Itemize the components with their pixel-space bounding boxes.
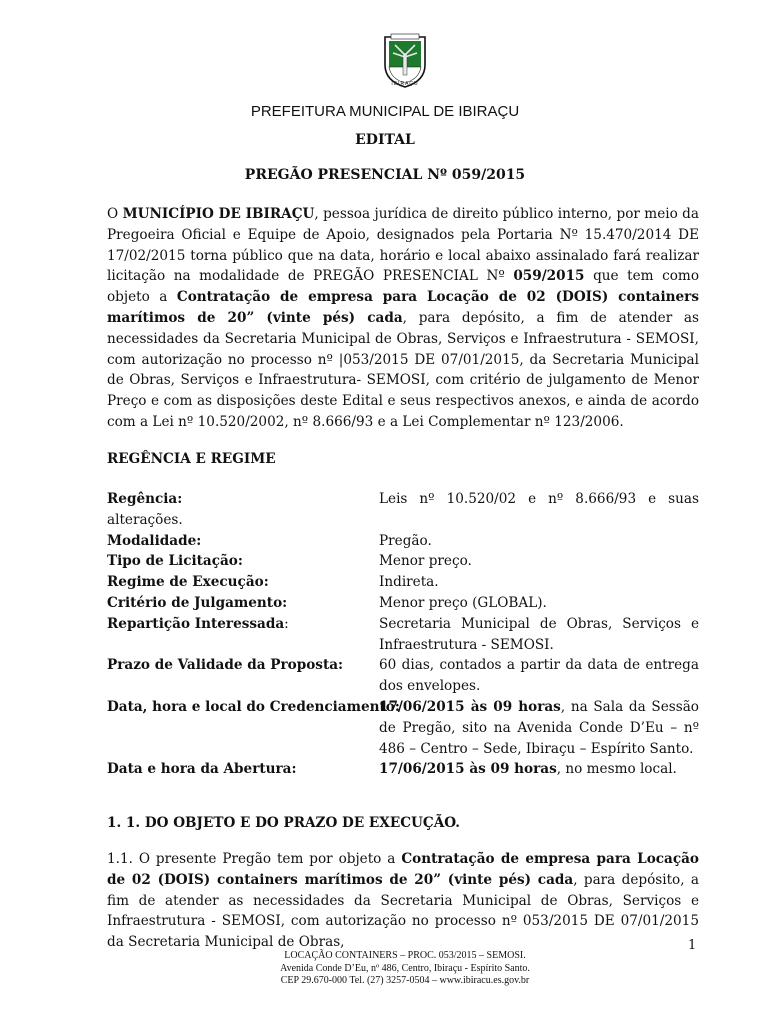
regencia-heading: REGÊNCIA E REGIME — [107, 451, 276, 467]
document-page: IBIRAÇU PREFEITURA MUNICIPAL DE IBIRAÇU EDITAL PREGÃO PRESENCIAL Nº 059/2015 O MUNICÍPIO DE IBIRAÇU, pessoa jurídica de direito público interno, por meio da Pregoeira Oficial e Equipe de Apoio, designados pela Portaria Nº 15.470/2014 DE 17/02/2015 torna público que na data, horário e local abaixo assinalado fará realizar licitação na modalidade de PREGÃO PRESENCIAL Nº 059/2015 que tem como objeto a Contratação de empresa para Locação de 02 (DOIS) containers marítimos de 20” (vinte pés) cada, para depósito, a fim de atender as necessidades da Secretaria Municipal de Obras, Serviços e Infraestrutura - SEMOSI, com autorização no processo nº |053/2015 DE 07/01/2015, da Secretaria Municipal de Obras, Serviços e Infraestrutura- SEMOSI, com critério de julgamento de Menor Preço e com as disposições deste Edital e seus respectivos anexos, e ainda de acordo com a Lei nº 10.520/2002, nº 8.666/93 e a Lei Complementar nº 123/2006. REGÊNCIA E REGIME Regência: Leis nº 10.520/02 e nº 8.666/93 e suas alterações. Modalidade: Pregão. Tipo de Licitação: Menor preço. Regime de Execução: Indireta. Critério de Julgamento: Menor preço (GLOBAL). Repartição Interessada: Secretaria Municipal de Obras, Serviços e Infraestrutura - SEMOSI. Prazo de Validade da Proposta: 60 dias, contados a partir da data de entrega dos envelopes. Data, hora e local do Credenciamento: 17/06/2015 às 09 horas, na Sala da Sessão de Pregão, sito na Avenida Conde D’Eu – nº 486 – Centro – Sede, Ibiraçu – Espírito Santo. Data e hora da Abertura: 17/06/2015 às 09 horas, no mesmo local. 1. 1. DO OBJETO E DO PRAZO DE EXECUÇÃO. 1.1. O presente Pregão tem por objeto a Contratação de empresa para Locação de 02 (DOIS) containers marítimos de 20” (vinte pés) cada, para depósito, a fim de atender as necessidades da Secretaria Municipal de Obras, Serviços e Infraestrutura - SEMOSI, com autorização no processo nº 053/2015 DE 07/01/2015 da Secretaria Municipal de Obras, 1 LOCAÇÃO CONTAINERS – PROC. 053/2015 – SEMOSI. Avenida Conde D’Eu, nº 486, Centro, Ibiraçu - Espírito Santo. CEP 29.670-000 Tel. (27) 3257-0504 – www.ibiracu.es.gov.br — [0, 0, 770, 1024]
footer-line: CEP 29.670-000 Tel. (27) 3257-0504 – www.ibiracu.es.gov.br — [280, 975, 530, 986]
document-title: PREGÃO PRESENCIAL Nº 059/2015 — [244, 167, 526, 183]
page-footer — [0, 950, 770, 988]
footer-line: LOCAÇÃO CONTAINERS – PROC. 053/2015 – SEMOSI. — [284, 950, 526, 961]
crest-caption: IBIRAÇU — [391, 81, 419, 87]
page-number: 1 — [688, 938, 697, 953]
footer-line: Avenida Conde D’Eu, nº 486, Centro, Ibiraçu - Espírito Santo. — [280, 962, 530, 974]
regencia-value: Leis nº 10.520/02 e nº 8.666/93 e suas — [379, 491, 699, 507]
objeto-paragraph: 1.1. O presente Pregão tem por objeto a Contratação de empresa para Locação de 02 (DOIS) containers marítimos de 20” (vinte pés) cada, para depósito, a fim de atender as necessidades da Secretaria Municipal de Obras, Serviços e Infraestrutura - SEMOSI, com autorização no processo nº 053/2015 DE 07/01/2015 da Secretaria Municipal de Obras, — [107, 851, 699, 951]
regencia-continuation: alterações. — [107, 511, 183, 528]
intro-paragraph: O MUNICÍPIO DE IBIRAÇU, pessoa jurídica de direito público interno, por meio da Pregoeira Oficial e Equipe de Apoio, designados pela Portaria Nº 15.470/2014 DE 17/02/2015 torna público que na data, horário e local abaixo assinalado fará realizar licitação na modalidade de PREGÃO PRESENCIAL Nº 059/2015 que tem como objeto a Contratação de empresa para Locação de 02 (DOIS) containers marítimos de 20” (vinte pés) cada, para depósito, a fim de atender as necessidades da Secretaria Municipal de Obras, Serviços e Infraestrutura - SEMOSI, com autorização no processo nº |053/2015 DE 07/01/2015, da Secretaria Municipal de Obras, Serviços e Infraestrutura- SEMOSI, com critério de julgamento de Menor Preço e com as disposições deste Edital e seus respectivos anexos, e ainda de acordo com a Lei nº 10.520/2002, nº 8.666/93 e a Lei Complementar nº 123/2006. — [107, 206, 700, 430]
regencia-label: Regência: — [107, 491, 183, 507]
document-type: EDITAL — [355, 132, 415, 148]
objeto-heading: 1. 1. DO OBJETO E DO PRAZO DE EXECUÇÃO. — [107, 815, 461, 831]
organization-name: PREFEITURA MUNICIPAL DE IBIRAÇU — [250, 103, 520, 120]
